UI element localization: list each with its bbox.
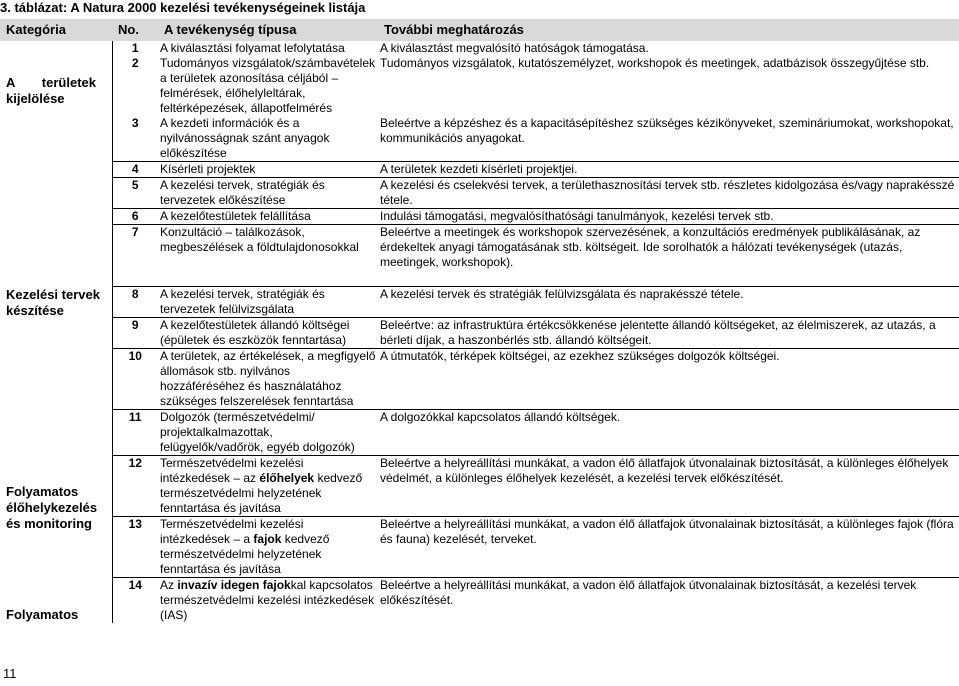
row-activity: Természetvédelmi kezelési intézkedések – a fajok kedvező természetvédelmi helyzetének fenntartása és javítása — [158, 517, 378, 578]
row-activity: A kezelési tervek, stratégiák és tervezetek felülvizsgálata — [158, 287, 378, 318]
row-number: 7 — [112, 225, 158, 271]
page-number: 11 — [3, 666, 17, 681]
row-details: Beleértve: az infrastruktúra értékcsökkenése jelentette állandó költségeket, az élelmiszerek, az utazás, a bérleti díjak, a haszonbérlés stb. állandó költségeit. — [378, 318, 959, 349]
row-details: A kezelési tervek és stratégiák felülvizsgálata és naprakésszé tétele. — [378, 287, 959, 318]
row-number: 4 — [112, 162, 158, 178]
row-details: Beleértve a helyreállítási munkákat, a vadon élő állatfajok útvonalainak biztosítását, a különleges élőhelyek védelmét, a különleges élőhelyek kezelését, a kezelési tervek előkészítését. — [378, 456, 959, 517]
table-row — [0, 162, 959, 178]
management-activities-table — [0, 19, 959, 623]
row-number: 1 — [131, 41, 139, 55]
row-details: A dolgozókkal kapcsolatos állandó költségek. — [378, 410, 959, 456]
row-number: 3 — [131, 116, 139, 130]
row-number: 13 — [112, 517, 158, 578]
category-management-plans: Kezelési tervek készítése — [0, 287, 112, 410]
table-row — [0, 287, 959, 318]
row-activity: A kiválasztási folyamat lefolytatása — [160, 41, 345, 55]
table-row — [0, 209, 959, 225]
row-activity: Dolgozók (természetvédelmi/ projektalkalmazottak, felügyelők/vadőrök, egyéb dolgozók) — [158, 410, 378, 456]
row-number: 5 — [112, 178, 158, 209]
header-no: No. — [112, 19, 158, 41]
row-details: A területek kezdeti kísérleti projektjei. — [378, 162, 959, 178]
header-activity: A tevékenység típusa — [158, 19, 378, 41]
row-number: 11 — [112, 410, 158, 456]
row-activity: A kezelési tervek, stratégiák és tervezetek előkészítése — [158, 178, 378, 209]
row-details: Beleértve a meetingek és workshopok szervezésének, a konzultációs eredmények publikálásának, az érdekeltek anyagi támogatásának stb. költségeit. Ide sorolhatók a hálózati tevékenységek (utazás, meetingek, workshopok). — [378, 225, 959, 271]
row-activity: Kísérleti projektek — [158, 162, 378, 178]
row-details: A útmutatók, térképek költségei, az ezekhez szükséges dolgozók költségei. — [378, 349, 959, 410]
row-details: A kiválasztást megvalósító hatóságok támogatása. — [380, 41, 649, 55]
row-number: 10 — [112, 349, 158, 410]
row-activity: Az invazív idegen fajokkal kapcsolatos természetvédelmi kezelési intézkedések (IAS) — [158, 578, 378, 624]
row-number: 12 — [112, 456, 158, 517]
table-row — [0, 318, 959, 349]
row-details: Beleértve a képzéshez és a kapacitásépítéshez szükséges kézikönyveket, szemináriumokat, workshopokat, kommunikációs anyagokat. — [380, 116, 954, 145]
row-number: 9 — [112, 318, 158, 349]
table-row — [0, 517, 959, 578]
table-row — [0, 410, 959, 456]
row-activity: A kezelőtestületek felállítása — [158, 209, 378, 225]
header-row — [0, 19, 959, 41]
row-details: A kezelési és cselekvési tervek, a területhasznosítási tervek stb. részletes kidolgozása és/vagy naprakésszé tétele. — [378, 178, 959, 209]
row-details: Indulási támogatási, megvalósíthatósági tanulmányok, kezelési tervek stb. — [378, 209, 959, 225]
header-details: További meghatározás — [378, 19, 959, 41]
row-details: Beleértve a helyreállítási munkákat, a vadon élő állatfajok útvonalainak biztosítását, a kezelési tervek előkészítését. — [378, 578, 959, 624]
row-number: 8 — [112, 287, 158, 318]
row-details: Tudományos vizsgálatok, kutatószemélyzet, workshopok és meetingek, adatbázisok összegyűjtése stb. — [380, 56, 930, 70]
row-activity: Konzultáció – találkozások, megbeszélések a földtulajdonosokkal — [158, 225, 378, 271]
table-row — [0, 456, 959, 517]
row-details: Beleértve a helyreállítási munkákat, a vadon élő állatfajok útvonalainak biztosítását, a különleges fajok (flóra és fauna) kezelését, terveket. — [378, 517, 959, 578]
row-activity: Természetvédelmi kezelési intézkedések – az élőhelyek kedvező természetvédelmi helyzetének fenntartása és javítása — [158, 456, 378, 517]
row-activity: Tudományos vizsgálatok/számbavételek a területek azonosítása céljából – felmérések, élőhelyleltárak, feltérképezések, állapotfelmérés — [160, 56, 375, 115]
category-habitat-management: Folyamatos élőhelykezelés és monitoring — [0, 410, 112, 578]
table-row — [0, 116, 959, 162]
table-row — [0, 578, 959, 624]
row-number: 6 — [112, 209, 158, 225]
header-category: Kategória — [0, 19, 112, 41]
table-row — [0, 178, 959, 209]
table-row — [0, 41, 959, 56]
row-activity: A kezdeti információk és a nyilvánosságnak szánt anyagok előkészítése — [160, 116, 330, 160]
category-site-designation: A területek kijelölése — [0, 41, 112, 162]
row-number: 2 — [131, 56, 139, 70]
row-number: 14 — [112, 578, 158, 624]
table-row — [0, 225, 959, 271]
table-caption: 3. táblázat: A Natura 2000 kezelési tevékenységeinek listája — [0, 0, 366, 15]
row-activity: A kezelőtestületek állandó költségei (épületek és eszközök fenntartása) — [158, 318, 378, 349]
row-activity: A területek, az értékelések, a megfigyelő állomások stb. nyilvános hozzáféréséhez és használatához szükséges felszerelések fenntartása — [158, 349, 378, 410]
category-ongoing: Folyamatos — [0, 578, 112, 624]
table-row — [0, 56, 959, 116]
table-row — [0, 349, 959, 410]
